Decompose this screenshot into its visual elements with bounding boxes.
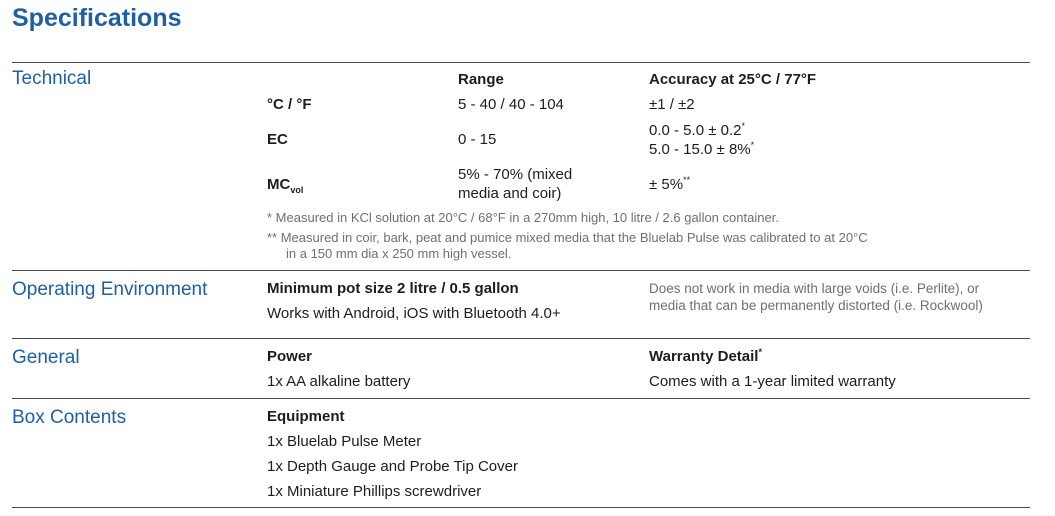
ec-label: EC: [267, 131, 288, 148]
compatibility-text: Works with Android, iOS with Bluetooth 4.0+: [267, 305, 561, 322]
equipment-heading: Equipment: [267, 408, 345, 425]
mc-range-line-1: 5% - 70% (mixed: [458, 166, 573, 183]
footnote-ec: * Measured in KCl solution at 20°C / 68°F in a 270mm high, 10 litre / 2.6 gallon container.: [267, 210, 779, 225]
page-title: Specifications: [12, 4, 182, 32]
box-item: 1x Miniature Phillips screwdriver: [267, 483, 482, 500]
divider: [12, 62, 1030, 63]
mc-accuracy: ± 5%**: [649, 175, 691, 193]
mc-range-line-2: media and coir): [458, 185, 562, 202]
footnote-mc-line-2: in a 150 mm dia x 250 mm high vessel.: [286, 246, 512, 261]
warranty-heading: Warranty Detail*: [649, 347, 762, 365]
divider: [12, 270, 1030, 271]
section-technical-label: Technical: [12, 68, 92, 89]
divider: [12, 338, 1030, 339]
section-box-label: Box Contents: [12, 407, 127, 428]
temperature-range: 5 - 40 / 40 - 104: [458, 96, 564, 113]
footnote-mc-line-1: ** Measured in coir, bark, peat and pumice mixed media that the Bluelab Pulse was calibrated to at 20°C: [267, 230, 868, 245]
section-general-label: General: [12, 347, 80, 368]
min-pot-heading: Minimum pot size 2 litre / 0.5 gallon: [267, 280, 519, 297]
divider: [12, 507, 1030, 508]
box-item: 1x Bluelab Pulse Meter: [267, 433, 422, 450]
power-text: 1x AA alkaline battery: [267, 373, 411, 390]
divider: [12, 398, 1030, 399]
ec-accuracy-high: 5.0 - 15.0 ± 8%*: [649, 140, 755, 158]
power-heading: Power: [267, 348, 313, 365]
media-note-line-2: media that can be permanently distorted (i.e. Rockwool): [649, 298, 983, 313]
media-note-line-1: Does not work in media with large voids (i.e. Perlite), or: [649, 281, 980, 296]
box-item: 1x Depth Gauge and Probe Tip Cover: [267, 458, 518, 475]
section-operating-label: Operating Environment: [12, 279, 208, 300]
ec-range: 0 - 15: [458, 131, 497, 148]
mc-label: $MC_{vol}$: [267, 176, 304, 195]
warranty-text: Comes with a 1-year limited warranty: [649, 373, 896, 390]
accuracy-header: Accuracy at 25°C / 77°F: [649, 71, 817, 88]
ec-accuracy-low: 0.0 - 5.0 ± 0.2*: [649, 121, 745, 139]
temperature-label: °C / °F: [267, 96, 312, 113]
temperature-accuracy: ±1 / ±2: [649, 96, 695, 113]
range-header: Range: [458, 71, 504, 88]
